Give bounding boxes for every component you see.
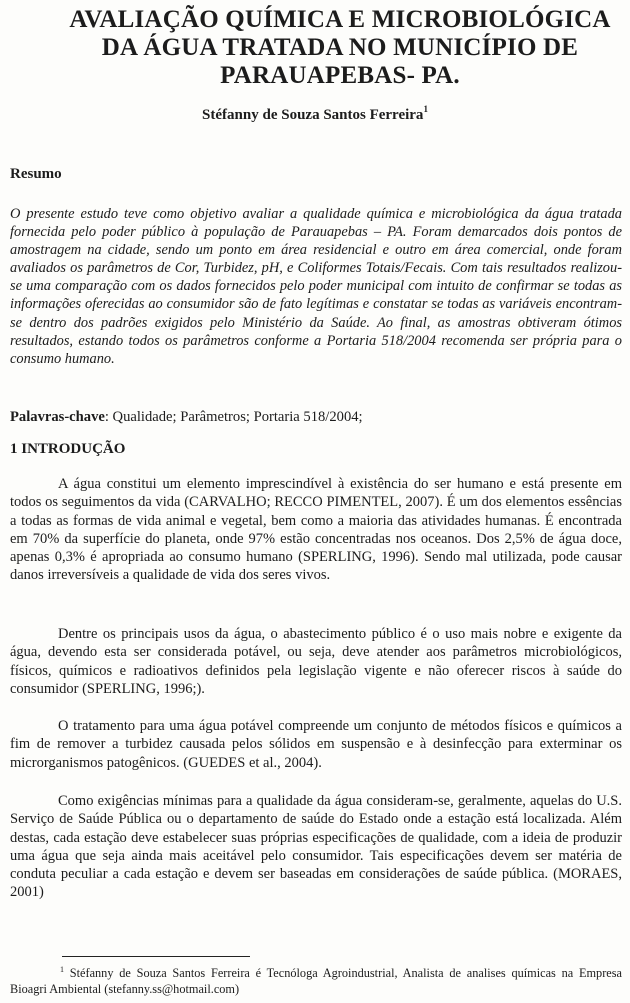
body-paragraph: A água constitui um elemento imprescindível à existência do ser humano e está presente em todos os seguimentos da vida (CARVALHO; RECCO PIMENTEL, 2007). É um dos elementos essências a todas as formas de vida animal e vegetal, bem como a maioria das atividades humanas. É encontrada em 70% da superfície do planeta, onde 97% estão concentradas nos oceanos. Dos 2,5% de água doce, apenas 0,3% é apropriada ao consumo humano (SPERLING, 1996). Sendo mal utilizada, pode causar danos irreversíveis a qualidade de vida dos seres vivos. xyxy=(10,476,622,584)
author-footnote-marker: 1 xyxy=(423,104,428,114)
body-paragraph: Como exigências mínimas para a qualidade da água consideram-se, geralmente, aquelas do U.S. Serviço de Saúde Pública ou o departamento de saúde do Estado onde a estação está localizada. Além destas, cada estação deve estabelecer suas próprias especificações de qualidade, com a ideia de produzir uma água que seja ainda mais aceitável pelo consumidor. Tais especificações devem ser matéria de conduta peculiar a cada estação e devem ser baseadas em considerações de saúde pública. (MORAES, 2001) xyxy=(10,793,622,901)
paper-title xyxy=(60,6,620,90)
body-paragraph: O tratamento para uma água potável compreende um conjunto de métodos físicos e químicos a fim de remover a turbidez causada pelos sólidos em suspensão e à desinfecção para exterminar os microrganismos patogênicos. (GUEDES et al., 2004). xyxy=(10,718,622,771)
keywords-line xyxy=(10,409,622,426)
footnote-divider xyxy=(62,956,250,957)
title-line: DA ÁGUA TRATADA NO MUNICÍPIO DE xyxy=(101,34,579,61)
keywords-text: : Qualidade; Parâmetros; Portaria 518/2004; xyxy=(104,409,363,425)
title-line: AVALIAÇÃO QUÍMICA E MICROBIOLÓGICA xyxy=(69,6,611,33)
abstract-heading: Resumo xyxy=(10,166,62,182)
footnote xyxy=(10,962,622,997)
footnote-marker: 1 xyxy=(60,965,64,974)
body-paragraph: Dentre os principais usos da água, o abastecimento público é o uso mais nobre e exigente da água, devendo esta ser considerada potável, ou seja, deve atender aos parâmetros microbiológicos, físicos, químicos e radioativos definidos pela legislação vigente e não oferecer riscos à saúde do consumidor (SPERLING, 1996;). xyxy=(10,626,622,697)
title-line: PARAUAPEBAS- PA. xyxy=(220,62,460,89)
footnote-text: Stéfanny de Souza Santos Ferreira é Tecnóloga Agroindustrial, Analista de analises químicas na Empresa Bioagri Ambiental (stefanny.ss@hotmail.com) xyxy=(10,966,622,996)
section-heading-introduction: 1 INTRODUÇÃO xyxy=(10,441,126,457)
author-line xyxy=(0,105,630,124)
author-name: Stéfanny de Souza Santos Ferreira xyxy=(202,107,424,123)
abstract-text: O presente estudo teve como objetivo avaliar a qualidade química e microbiológica da água tratada fornecida pelo poder público à população de Parauapebas – PA. Foram demarcados dois pontos de amostragem na cidade, sendo um ponto em área residencial e outro em área comercial, onde foram avaliados os parâmetros de Cor, Turbidez, pH, e Coliformes Totais/Fecais. Com tais resultados realizou-se uma comparação com os dados fornecidos pelo poder municipal com intuito de confirmar se todas as informações oferecidas ao consumidor são de fato legítimas e constatar se todas as variáveis encontram-se dentro dos padrões exigidos pelo Ministério da Saúde. Ao final, as amostras obtiveram ótimos resultados, estando todos os parâmetros conforme a Portaria 518/2004 recomenda ser própria para o consumo humano. xyxy=(10,206,622,367)
keywords-label: Palavras-chave xyxy=(10,409,105,425)
